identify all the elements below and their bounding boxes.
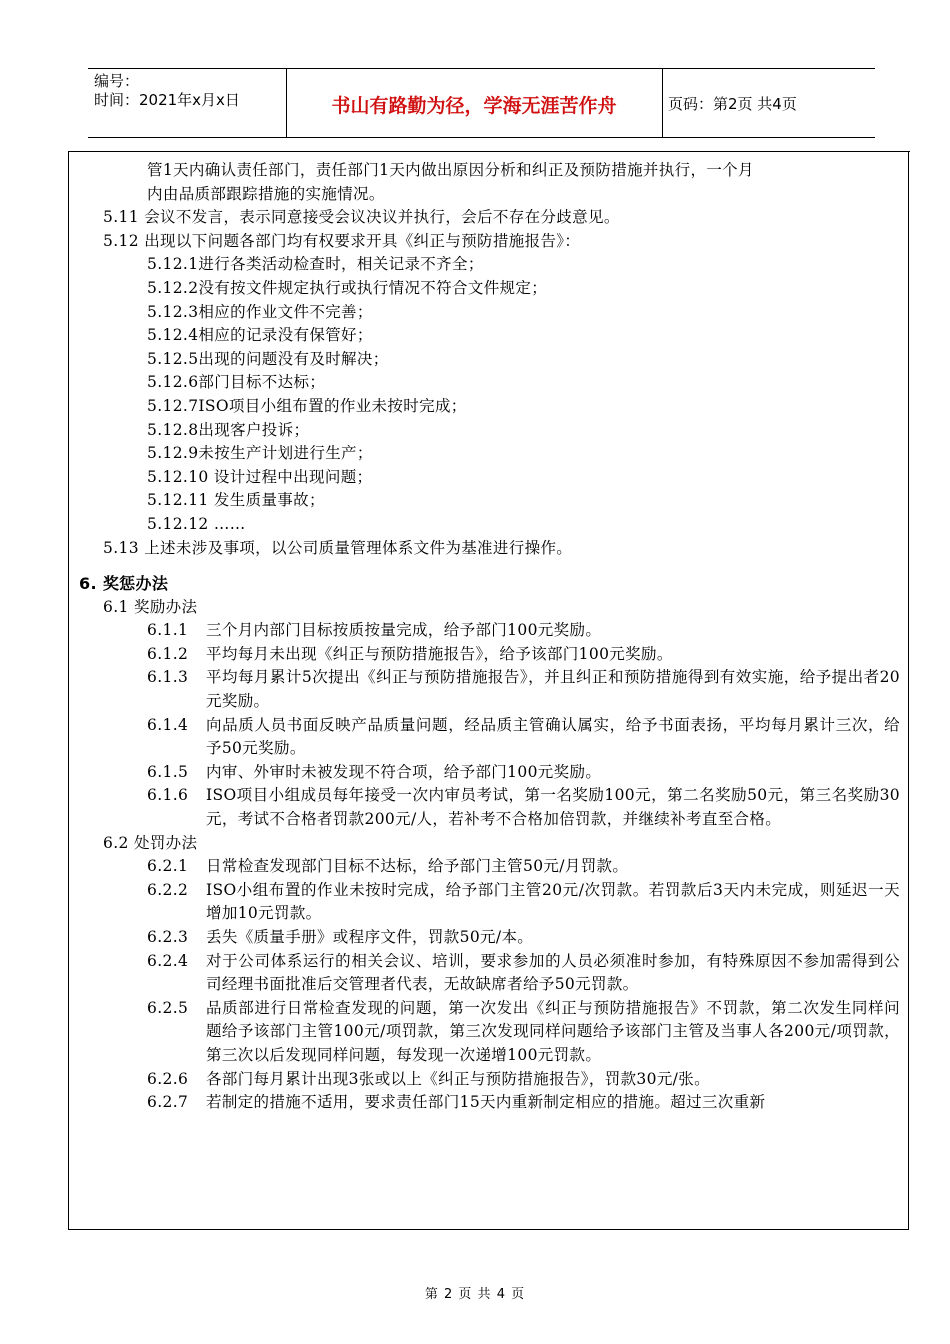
clause-text: 三个月内部门目标按质按量完成，给予部门100元奖励。 <box>206 621 602 640</box>
clause-text: 品质部进行日常检查发现的问题，第一次发出《纠正与预防措施报告》不罚款，第二次发生同样问题给予该部门主管100元/项罚款，第三次发现同样问题给予该部门主管及当事人各200元/项罚款，第三次以后发现同样问题，每发现一次递增100元罚款。 <box>206 998 900 1064</box>
clause-number: 6.2.2 <box>147 880 189 899</box>
paragraph-line: 内由品质部跟踪措施的实施情况。 <box>147 184 385 203</box>
clause-6-1-5 <box>69 761 908 785</box>
clause-number: 6.2.5 <box>147 998 189 1017</box>
clause-5-12-4: 5.12.4相应的记录没有保管好； <box>147 326 373 345</box>
clause-6-2-4 <box>69 950 908 997</box>
document-time-label: 时间：2021年x月x日 <box>94 91 240 109</box>
clause-text: 平均每月累计5次提出《纠正与预防措施报告》，并且纠正和预防措施得到有效实施，给予提出者20元奖励。 <box>206 668 900 711</box>
clause-number: 6.2.4 <box>147 951 189 970</box>
document-body <box>69 159 908 1115</box>
clause-text: 对于公司体系运行的相关会议、培训，要求参加的人员必须准时参加，有特殊原因不参加需得到公司经理书面批准后交管理者代表，无故缺席者给予50元罚款。 <box>206 951 900 994</box>
clause-number: 6.2.3 <box>147 928 189 946</box>
clause-number: 6.2.7 <box>147 1093 189 1112</box>
clause-text: 向品质人员书面反映产品质量问题，经品质主管确认属实，给予书面表扬，平均每月累计三次，给予50元奖励。 <box>206 715 900 758</box>
section-6-1-heading: 6.1 奖励办法 <box>103 597 198 616</box>
clause-text: 各部门每月累计出现3张或以上《纠正与预防措施报告》，罚款30元/张。 <box>206 1069 710 1088</box>
clause-5-12-1: 5.12.1进行各类活动检查时，相关记录不齐全； <box>147 255 484 274</box>
content-box <box>68 151 909 1230</box>
clause-5-12-8: 5.12.8出现客户投诉； <box>147 420 310 439</box>
clause-number: 6.2.1 <box>147 857 189 876</box>
clause-5-12-2: 5.12.2没有按文件规定执行或执行情况不符合文件规定； <box>147 278 548 297</box>
clause-number: 6.1.3 <box>147 668 189 687</box>
document-number-label: 编号： <box>94 72 140 90</box>
clause-5-12-3: 5.12.3相应的作业文件不完善； <box>147 302 373 321</box>
clause-5-12-11: 5.12.11 发生质量事故； <box>147 491 325 510</box>
clause-number: 6.1.2 <box>147 644 189 663</box>
clause-5-12: 5.12 出现以下问题各部门均有权要求开具《纠正与预防措施报告》： <box>103 231 581 250</box>
clause-6-1-4 <box>69 714 908 761</box>
clause-text: 日常检查发现部门目标不达标，给予部门主管50元/月罚款。 <box>206 857 629 876</box>
clause-5-12-5: 5.12.5出现的问题没有及时解决； <box>147 349 389 368</box>
clause-5-12-12: 5.12.12 …… <box>147 514 246 533</box>
clause-number: 6.1.5 <box>147 762 189 781</box>
clause-5-13: 5.13 上述未涉及事项，以公司质量管理体系文件为基准进行操作。 <box>103 538 573 557</box>
page-header <box>88 68 875 138</box>
clause-5-12-9: 5.12.9未按生产计划进行生产； <box>147 444 373 463</box>
header-page-number: 页码：第2页 共4页 <box>668 95 797 113</box>
clause-text: ISO小组布置的作业未按时完成，给予部门主管20元/次罚款。若罚款后3天内未完成，则延迟一天增加10元罚款。 <box>206 880 900 923</box>
header-meta <box>94 72 240 110</box>
clause-number: 6.1.1 <box>147 621 189 640</box>
clause-5-11: 5.11 会议不发言，表示同意接受会议决议并执行，会后不存在分歧意见。 <box>103 208 620 227</box>
section-6-heading: 6. 奖惩办法 <box>79 574 169 594</box>
clause-5-12-7: 5.12.7ISO项目小组布置的作业未按时完成； <box>147 396 467 415</box>
clause-text: ISO项目小组成员每年接受一次内审员考试，第一名奖励100元，第二名奖励50元，第三名奖励30元，考试不合格者罚款200元/人，若补考不合格加倍罚款，并继续补考直至合格。 <box>206 786 900 829</box>
clause-text: 若制定的措施不适用，要求责任部门15天内重新制定相应的措施。超过三次重新 <box>206 1093 766 1112</box>
clause-5-12-10: 5.12.10 设计过程中出现问题； <box>147 467 373 486</box>
header-divider <box>662 69 663 137</box>
clause-6-1-6 <box>69 784 908 831</box>
clause-text: 内审、外审时未被发现不符合项，给予部门100元奖励。 <box>206 762 602 781</box>
clause-text: 平均每月未出现《纠正与预防措施报告》，给予该部门100元奖励。 <box>206 644 673 663</box>
paragraph-line: 管1天内确认责任部门，责任部门1天内做出原因分析和纠正及预防措施并执行，一个月 <box>147 161 754 179</box>
clause-6-2-6 <box>69 1068 908 1092</box>
clause-6-2-2 <box>69 879 908 926</box>
clause-number: 6.1.4 <box>147 715 189 734</box>
clause-6-2-1 <box>69 855 908 879</box>
clause-6-1-2 <box>69 643 908 667</box>
clause-text: 丢失《质量手册》或程序文件，罚款50元/本。 <box>206 928 534 946</box>
clause-6-2-5 <box>69 997 908 1068</box>
header-motto: 书山有路勤为径，学海无涯苦作舟 <box>331 95 617 117</box>
clause-number: 6.2.6 <box>147 1069 189 1088</box>
clause-6-2-3 <box>69 926 908 950</box>
clause-number: 6.1.6 <box>147 786 189 805</box>
clause-6-1-3 <box>69 666 908 713</box>
content-top-border <box>68 151 910 152</box>
clause-6-1-1 <box>69 619 908 643</box>
page-footer: 第 2 页 共 4 页 <box>424 1287 526 1302</box>
clause-6-2-7 <box>69 1091 908 1115</box>
section-6-2-heading: 6.2 处罚办法 <box>103 833 198 852</box>
clause-5-12-6: 5.12.6部门目标不达标； <box>147 373 326 392</box>
